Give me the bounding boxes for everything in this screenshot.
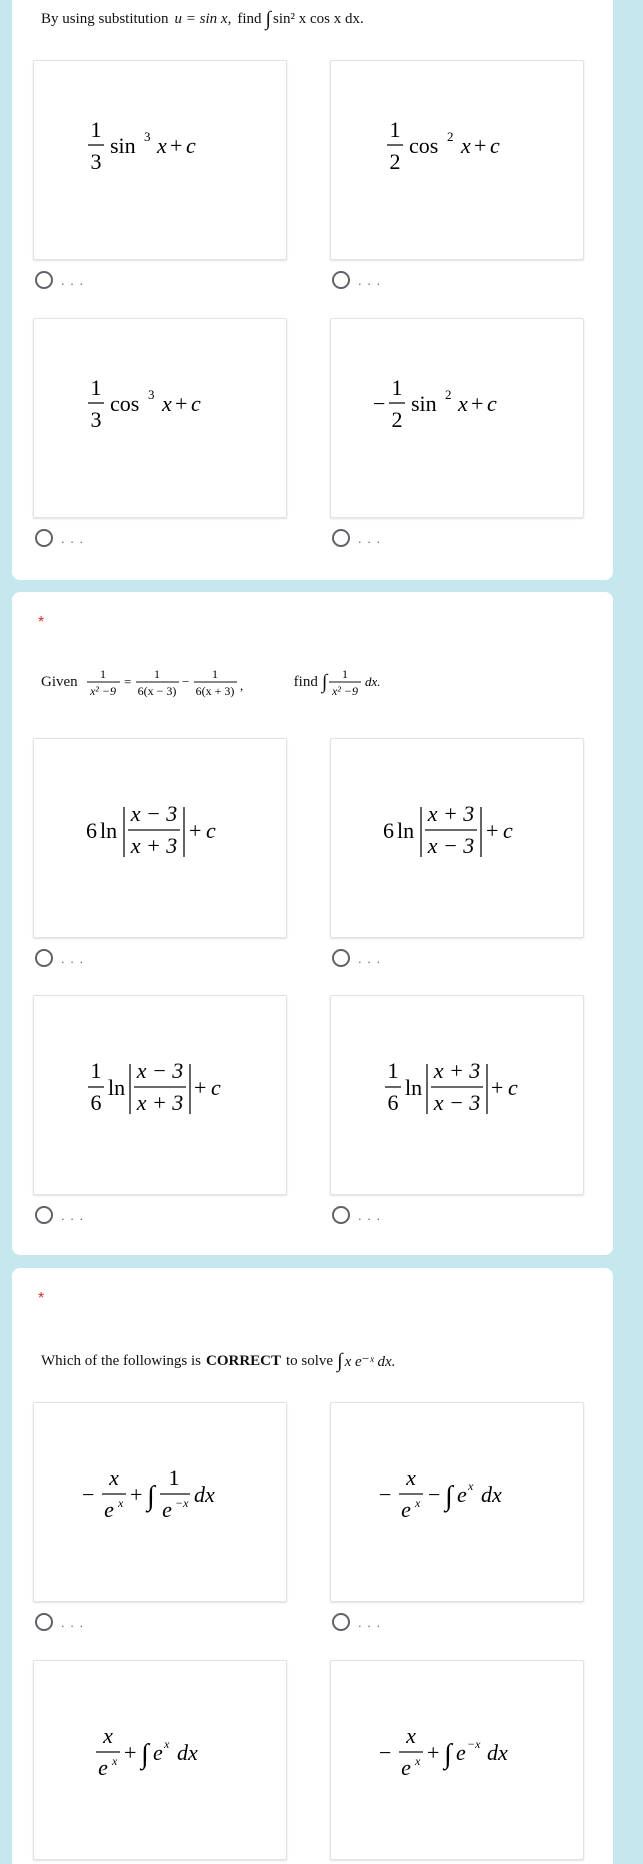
frac-den: 3 bbox=[90, 149, 102, 174]
svg-text:ln: ln bbox=[405, 1075, 423, 1100]
svg-text:−x: −x bbox=[175, 1496, 189, 1510]
svg-text:−: − bbox=[379, 1482, 392, 1507]
const-c: c bbox=[490, 133, 500, 158]
svg-text:x: x bbox=[118, 1496, 124, 1510]
const-c: c bbox=[487, 391, 497, 416]
svg-text:dx: dx bbox=[194, 1482, 215, 1507]
frac-den: 2 bbox=[391, 407, 403, 432]
radio-button[interactable] bbox=[332, 949, 350, 967]
op-plus: + bbox=[170, 133, 183, 158]
prompt-text: Which of the followings is bbox=[41, 1353, 201, 1369]
required-asterisk: * bbox=[38, 1290, 45, 1307]
radio-label: . . . bbox=[61, 1614, 85, 1630]
radio-button[interactable] bbox=[35, 1613, 53, 1631]
question-card-3 bbox=[12, 1268, 613, 1864]
radio-label: . . . bbox=[358, 950, 382, 966]
svg-text:dx: dx bbox=[487, 1740, 508, 1765]
svg-text:x: x bbox=[415, 1496, 421, 1510]
radio-button[interactable] bbox=[332, 529, 350, 547]
prompt-substitution: u = sin x, bbox=[174, 11, 232, 27]
question-1-prompt bbox=[41, 8, 364, 31]
radio-button[interactable] bbox=[35, 529, 53, 547]
prompt-integrand: x e⁻ˣ dx. bbox=[344, 1354, 396, 1370]
svg-text:c: c bbox=[508, 1075, 518, 1100]
question-card-1 bbox=[12, 0, 613, 580]
option-2a-radio-row[interactable] bbox=[35, 949, 84, 967]
svg-text:x − 3: x − 3 bbox=[130, 801, 178, 826]
option-1a[interactable] bbox=[33, 60, 287, 260]
func-sin: sin bbox=[411, 391, 437, 416]
svg-text:x − 3: x − 3 bbox=[433, 1090, 481, 1115]
func-sin: sin bbox=[110, 133, 136, 158]
svg-text:∫: ∫ bbox=[445, 1481, 453, 1512]
svg-text:e: e bbox=[153, 1740, 163, 1765]
question-card-2 bbox=[12, 592, 613, 1255]
option-1b[interactable] bbox=[330, 60, 584, 260]
svg-text:∫: ∫ bbox=[444, 1739, 452, 1770]
answer-math bbox=[331, 996, 585, 1196]
option-2d-radio-row[interactable] bbox=[332, 1206, 381, 1224]
prompt-suffix: to solve bbox=[286, 1353, 334, 1369]
answer-math bbox=[34, 319, 288, 519]
radio-button[interactable] bbox=[35, 949, 53, 967]
radio-button[interactable] bbox=[35, 1206, 53, 1224]
func-cos: cos bbox=[409, 133, 439, 158]
svg-text:1: 1 bbox=[211, 667, 218, 681]
var-x: x bbox=[458, 391, 468, 416]
prompt-integrand: sin² x cos x dx. bbox=[272, 11, 364, 27]
svg-text:c: c bbox=[211, 1075, 221, 1100]
option-1d-radio-row[interactable] bbox=[332, 529, 381, 547]
power: 2 bbox=[445, 387, 452, 402]
svg-text:+: + bbox=[194, 1075, 207, 1100]
svg-text:+: + bbox=[427, 1740, 440, 1765]
option-1c[interactable] bbox=[33, 318, 287, 518]
frac-num: 1 bbox=[90, 375, 102, 400]
svg-text:c: c bbox=[206, 818, 216, 843]
svg-text:=: = bbox=[123, 674, 132, 689]
svg-text:∫: ∫ bbox=[147, 1481, 155, 1512]
svg-text:−: − bbox=[379, 1740, 392, 1765]
svg-text:1: 1 bbox=[387, 1058, 399, 1083]
svg-text:e: e bbox=[98, 1755, 108, 1780]
radio-label: . . . bbox=[61, 950, 85, 966]
option-1d[interactable] bbox=[330, 318, 584, 518]
prompt-text: By using substitution bbox=[41, 11, 169, 27]
svg-text:x: x bbox=[103, 1723, 113, 1748]
svg-text:ln: ln bbox=[100, 818, 118, 843]
op-minus: − bbox=[373, 391, 386, 416]
svg-text:−x: −x bbox=[467, 1737, 481, 1751]
svg-text:1: 1 bbox=[342, 667, 349, 681]
radio-label: . . . bbox=[61, 1207, 85, 1223]
svg-text:x + 3: x + 3 bbox=[433, 1058, 481, 1083]
svg-text:x: x bbox=[468, 1479, 474, 1493]
radio-button[interactable] bbox=[332, 1206, 350, 1224]
radio-label: . . . bbox=[61, 530, 85, 546]
svg-text:+: + bbox=[124, 1740, 137, 1765]
svg-text:+: + bbox=[130, 1482, 143, 1507]
svg-text:e: e bbox=[456, 1740, 466, 1765]
svg-text:dx: dx bbox=[481, 1482, 502, 1507]
answer-math bbox=[331, 1403, 585, 1603]
op-plus: + bbox=[175, 391, 188, 416]
frac-num: 1 bbox=[391, 375, 403, 400]
svg-text:dx: dx bbox=[177, 1740, 198, 1765]
svg-text:+: + bbox=[189, 818, 202, 843]
prompt-find: find bbox=[293, 673, 318, 690]
frac-num: 1 bbox=[90, 117, 102, 142]
var-x: x bbox=[162, 391, 172, 416]
svg-text:e: e bbox=[457, 1482, 467, 1507]
option-2a[interactable] bbox=[33, 738, 287, 938]
svg-text:x − 3: x − 3 bbox=[427, 833, 475, 858]
svg-text:x: x bbox=[415, 1754, 421, 1768]
svg-text:x + 3: x + 3 bbox=[427, 801, 475, 826]
svg-text:6: 6 bbox=[86, 818, 97, 843]
svg-text:c: c bbox=[503, 818, 513, 843]
required-asterisk: * bbox=[38, 614, 45, 631]
svg-text:1: 1 bbox=[99, 667, 106, 681]
op-plus: + bbox=[474, 133, 487, 158]
option-3b-radio-row[interactable] bbox=[332, 1613, 381, 1631]
svg-text:e: e bbox=[401, 1497, 411, 1522]
const-c: c bbox=[191, 391, 201, 416]
svg-text:1: 1 bbox=[153, 667, 160, 681]
option-3a[interactable] bbox=[33, 1402, 287, 1602]
svg-text:6(x + 3): 6(x + 3) bbox=[195, 684, 235, 698]
option-1b-radio-row[interactable] bbox=[332, 271, 381, 289]
svg-text:1: 1 bbox=[168, 1465, 180, 1490]
svg-text:dx.: dx. bbox=[365, 674, 381, 689]
power: 3 bbox=[148, 387, 155, 402]
prompt-bold: CORRECT bbox=[205, 1353, 281, 1369]
svg-text:x: x bbox=[164, 1737, 170, 1751]
svg-text:+: + bbox=[491, 1075, 504, 1100]
svg-text:e: e bbox=[162, 1497, 172, 1522]
svg-text:6: 6 bbox=[387, 1090, 399, 1115]
svg-text:e: e bbox=[401, 1755, 411, 1780]
option-3a-radio-row[interactable] bbox=[35, 1613, 84, 1631]
prompt-identity-math bbox=[84, 662, 294, 702]
answer-math bbox=[331, 739, 585, 939]
answer-math bbox=[34, 61, 288, 261]
question-3-prompt bbox=[41, 1350, 395, 1373]
option-2c-radio-row[interactable] bbox=[35, 1206, 84, 1224]
integral-sign: ∫ bbox=[337, 1350, 343, 1372]
svg-text:∫: ∫ bbox=[141, 1739, 149, 1770]
frac-num: 1 bbox=[389, 117, 401, 142]
svg-text:x² −9: x² −9 bbox=[89, 684, 116, 698]
answer-math bbox=[34, 996, 288, 1196]
question-2-prompt bbox=[41, 662, 391, 702]
svg-text:−: − bbox=[428, 1482, 441, 1507]
svg-text:ln: ln bbox=[397, 818, 415, 843]
svg-text:x: x bbox=[406, 1465, 416, 1490]
var-x: x bbox=[461, 133, 471, 158]
svg-text:x − 3: x − 3 bbox=[136, 1058, 184, 1083]
radio-button[interactable] bbox=[35, 271, 53, 289]
svg-text:x² −9: x² −9 bbox=[332, 684, 359, 698]
answer-math bbox=[34, 1661, 288, 1861]
answer-math bbox=[34, 739, 288, 939]
radio-label: . . . bbox=[358, 530, 382, 546]
power: 3 bbox=[144, 129, 151, 144]
prompt-integrand-math bbox=[327, 662, 391, 702]
svg-text:,: , bbox=[239, 678, 243, 693]
option-2c[interactable] bbox=[33, 995, 287, 1195]
svg-text:x: x bbox=[406, 1723, 416, 1748]
svg-text:1: 1 bbox=[90, 1058, 102, 1083]
answer-math bbox=[331, 319, 585, 519]
svg-text:x + 3: x + 3 bbox=[136, 1090, 184, 1115]
svg-text:x + 3: x + 3 bbox=[130, 833, 178, 858]
svg-text:6(x − 3): 6(x − 3) bbox=[137, 684, 177, 698]
radio-button[interactable] bbox=[332, 271, 350, 289]
frac-den: 2 bbox=[389, 149, 401, 174]
svg-text:ln: ln bbox=[108, 1075, 126, 1100]
prompt-find: find bbox=[237, 11, 262, 27]
integral-sign: ∫ bbox=[321, 670, 328, 693]
svg-text:−: − bbox=[181, 674, 190, 689]
svg-text:+: + bbox=[486, 818, 499, 843]
svg-text:x: x bbox=[109, 1465, 119, 1490]
func-cos: cos bbox=[110, 391, 140, 416]
svg-text:x: x bbox=[112, 1754, 118, 1768]
radio-label: . . . bbox=[358, 1207, 382, 1223]
svg-text:6: 6 bbox=[383, 818, 394, 843]
option-2b-radio-row[interactable] bbox=[332, 949, 381, 967]
option-3d[interactable] bbox=[330, 1660, 584, 1860]
prompt-text: Given bbox=[41, 673, 78, 690]
option-3b[interactable] bbox=[330, 1402, 584, 1602]
radio-label: . . . bbox=[358, 272, 382, 288]
radio-button[interactable] bbox=[332, 1613, 350, 1631]
option-2d[interactable] bbox=[330, 995, 584, 1195]
answer-math bbox=[34, 1403, 288, 1603]
power: 2 bbox=[447, 129, 454, 144]
option-2b[interactable] bbox=[330, 738, 584, 938]
svg-text:−: − bbox=[82, 1482, 95, 1507]
svg-text:6: 6 bbox=[90, 1090, 102, 1115]
op-plus: + bbox=[471, 391, 484, 416]
const-c: c bbox=[186, 133, 196, 158]
answer-math bbox=[331, 1661, 585, 1861]
option-3c[interactable] bbox=[33, 1660, 287, 1860]
answer-math bbox=[331, 61, 585, 261]
var-x: x bbox=[157, 133, 167, 158]
radio-label: . . . bbox=[61, 272, 85, 288]
svg-text:e: e bbox=[104, 1497, 114, 1522]
option-1a-radio-row[interactable] bbox=[35, 271, 84, 289]
option-1c-radio-row[interactable] bbox=[35, 529, 84, 547]
radio-label: . . . bbox=[358, 1614, 382, 1630]
frac-den: 3 bbox=[90, 407, 102, 432]
integral-sign: ∫ bbox=[265, 8, 271, 30]
